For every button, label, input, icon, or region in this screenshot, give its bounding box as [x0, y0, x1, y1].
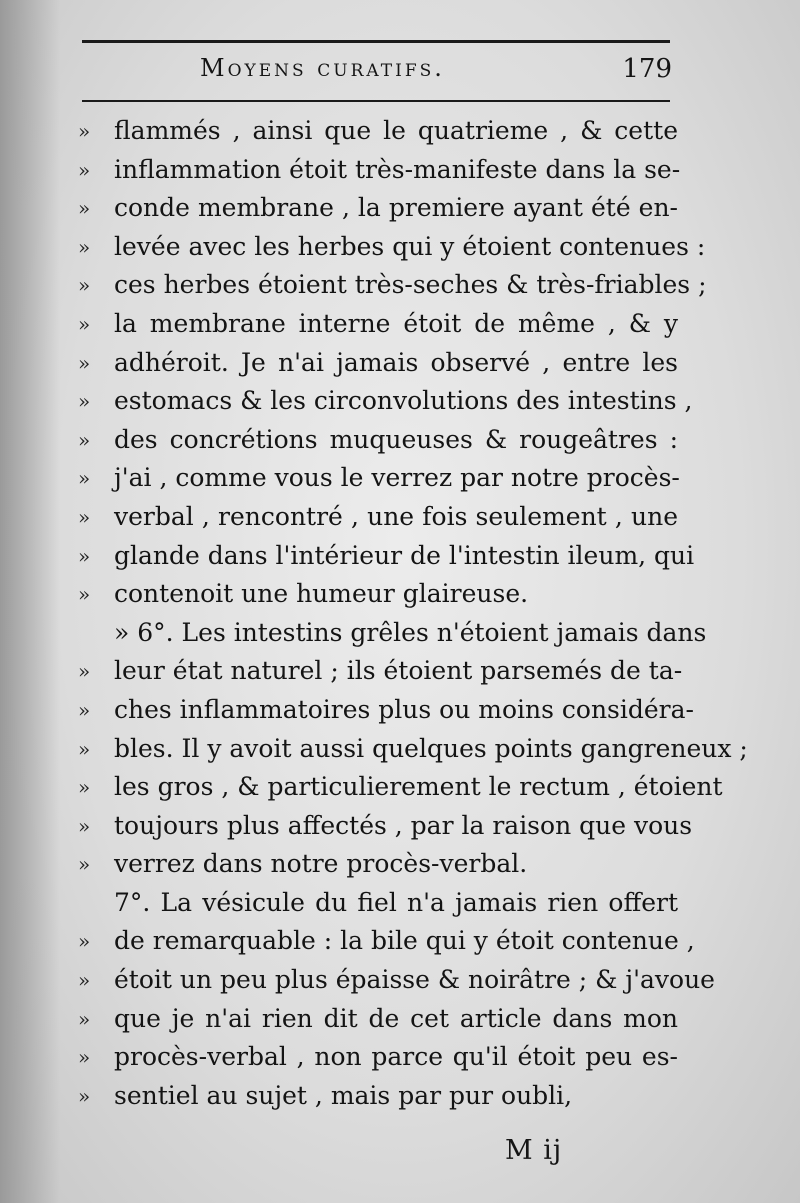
quote-mark: » — [78, 427, 91, 452]
quote-mark: » — [78, 775, 91, 800]
text-line — [78, 768, 723, 807]
binding-shadow — [0, 0, 60, 1203]
paragraph-start-line — [78, 614, 707, 653]
line-text: conde membrane , la premiere ayant été en- — [114, 193, 678, 223]
text-line — [78, 305, 678, 344]
text-line — [78, 266, 707, 305]
quote-mark: » — [78, 813, 91, 838]
line-text: inflammation étoit très-manifeste dans la se- — [114, 154, 681, 184]
line-text: des concrétions muqueuses & rougeâtres : — [114, 424, 678, 454]
text-line — [78, 1000, 678, 1039]
quote-mark: » — [78, 389, 91, 414]
text-line — [78, 112, 678, 151]
line-text: que je n'ai rien dit de cet article dans mon — [114, 1003, 678, 1033]
line-text: les gros , & particulierement le rectum , étoient — [114, 772, 723, 802]
quote-mark: » — [78, 852, 91, 877]
text-line — [78, 845, 678, 884]
quote-mark: » — [78, 697, 91, 722]
line-text: flammés , ainsi que le quatrieme , & cette — [114, 116, 678, 145]
text-line — [78, 421, 678, 460]
text-line — [78, 537, 695, 576]
text-line — [78, 498, 678, 537]
line-text: toujours plus affectés , par la raison que vous — [114, 810, 693, 840]
text-line — [78, 344, 678, 383]
paragraph-start-line — [78, 884, 678, 923]
line-text: la membrane interne étoit de même , & y — [114, 308, 678, 338]
text-line — [78, 228, 706, 267]
text-line — [78, 961, 715, 1000]
line-text: glande dans l'intérieur de l'intestin ileum, qui — [114, 540, 695, 570]
text-line — [78, 382, 693, 421]
line-text: de remarquable : la bile qui y étoit contenue , — [114, 926, 695, 956]
quote-mark: » — [78, 659, 91, 684]
quote-mark: » — [78, 350, 91, 375]
line-text: 7°. La vésicule du fiel n'a jamais rien offert — [114, 887, 678, 917]
quote-mark: » — [78, 504, 91, 529]
quote-mark: » — [78, 196, 91, 221]
line-text: verrez dans notre procès-verbal. — [114, 849, 528, 879]
running-head: Moyens curatifs. — [200, 54, 445, 82]
line-text: estomacs & les circonvolutions des intestins , — [114, 386, 693, 416]
text-line — [78, 730, 748, 769]
text-line — [78, 1038, 678, 1077]
line-text: » 6°. Les intestins grêles n'étoient jamais dans — [114, 617, 707, 647]
line-text: bles. Il y avoit aussi quelques points gangreneux ; — [114, 733, 748, 763]
quote-mark: » — [78, 929, 91, 954]
text-line — [78, 652, 683, 691]
text-line — [78, 691, 694, 730]
quote-mark: » — [78, 582, 91, 607]
quote-mark: » — [78, 119, 91, 143]
header-rule-bottom — [82, 100, 670, 102]
quote-mark: » — [78, 1045, 91, 1070]
text-line — [78, 459, 678, 498]
quote-mark: » — [78, 234, 91, 259]
line-text: ces herbes étoient très-seches & très-friables ; — [114, 270, 707, 300]
text-line — [78, 922, 695, 961]
line-text: procès-verbal , non parce qu'il étoit peu es- — [114, 1042, 678, 1072]
line-text: étoit un peu plus épaisse & noirâtre ; & j'avoue — [114, 965, 715, 995]
quote-mark: » — [78, 543, 91, 568]
text-line — [78, 575, 678, 614]
quote-mark: » — [78, 157, 91, 182]
line-text: levée avec les herbes qui y étoient contenues : — [114, 231, 706, 261]
line-text: j'ai , comme vous le verrez par notre procès- — [114, 463, 680, 493]
line-text: ches inflammatoires plus ou moins considéra- — [114, 694, 694, 724]
signature-mark: M ij — [505, 1135, 563, 1166]
header-rule-top — [82, 40, 670, 43]
quote-mark: » — [78, 273, 91, 298]
quote-mark: » — [78, 968, 91, 993]
body-text — [78, 112, 748, 1115]
page-number: 179 — [622, 54, 672, 84]
quote-mark: » — [78, 311, 91, 336]
text-line — [78, 189, 678, 228]
line-text: sentiel au sujet , mais par pur oubli, — [114, 1080, 573, 1110]
line-text: contenoit une humeur glaireuse. — [114, 579, 529, 609]
quote-mark: » — [78, 1006, 91, 1031]
text-line — [78, 807, 693, 846]
text-line — [78, 1077, 678, 1116]
line-text: adhéroit. Je n'ai jamais observé , entre les — [114, 347, 678, 377]
line-text: leur état naturel ; ils étoient parsemés de ta- — [114, 656, 683, 686]
quote-mark: » — [78, 736, 91, 761]
line-text: verbal , rencontré , une fois seulement , une — [114, 501, 678, 531]
quote-mark: » — [78, 1083, 91, 1108]
text-line — [78, 151, 681, 190]
quote-mark: » — [78, 466, 91, 491]
